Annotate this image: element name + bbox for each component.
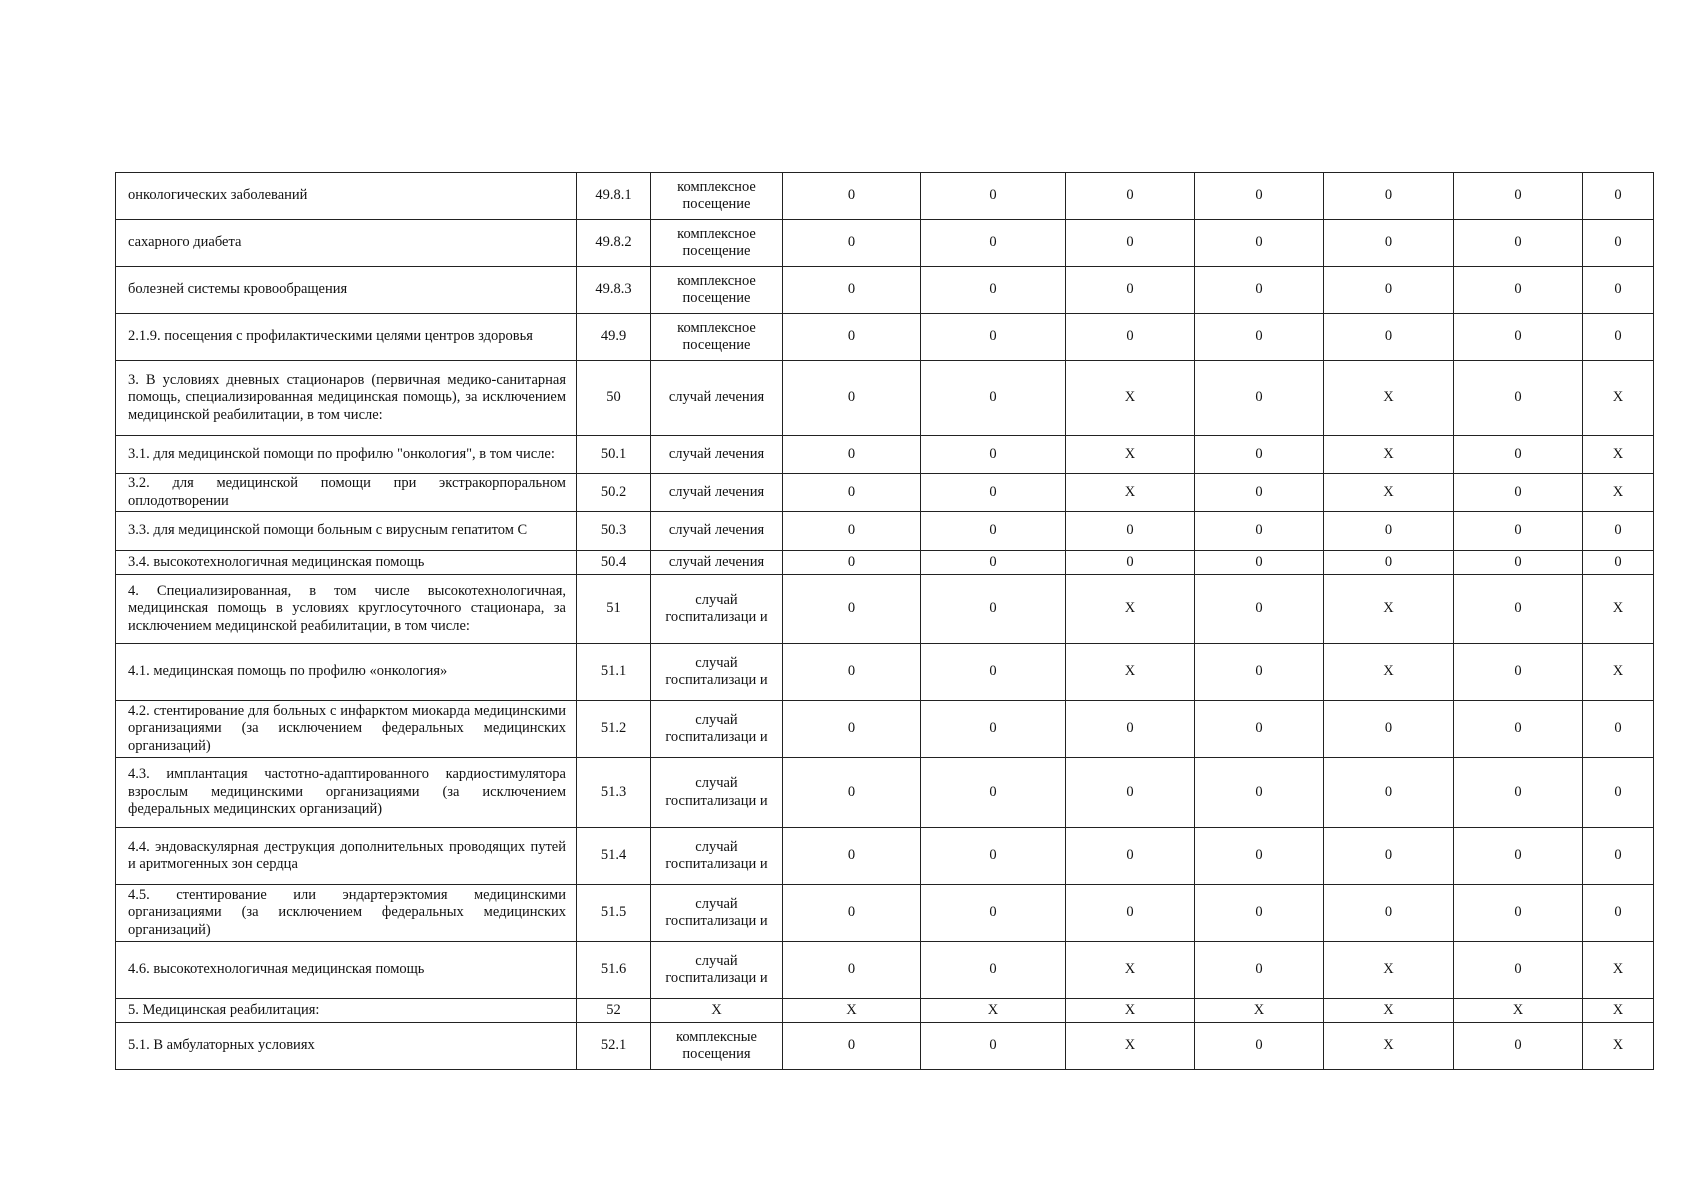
value-cell: 0 [1583,220,1654,267]
value-cell: X [1066,361,1195,436]
table-row [116,512,1654,551]
unit-of-measure: случай госпитализаци и [651,758,783,828]
value-cell: 0 [1583,758,1654,828]
unit-of-measure: случай лечения [651,512,783,551]
value-cell: 0 [921,644,1066,701]
unit-of-measure: комплексное посещение [651,220,783,267]
value-cell: 0 [1454,474,1583,512]
value-cell: 0 [783,885,921,942]
value-cell: 0 [783,575,921,644]
value-cell: 0 [1454,512,1583,551]
value-cell: 0 [1324,701,1454,758]
row-description: 4.2. стентирование для больных с инфарктом миокарда медицинскими организациями (за исключением федеральных медицинских организаций) [116,701,577,758]
value-cell: 0 [921,885,1066,942]
value-cell: 0 [1324,173,1454,220]
unit-of-measure: случай лечения [651,474,783,512]
value-cell: 0 [1195,267,1324,314]
value-cell: 0 [1195,575,1324,644]
value-cell: 0 [1583,551,1654,575]
value-cell: X [1324,474,1454,512]
value-cell: 0 [783,436,921,474]
value-cell: 0 [921,551,1066,575]
table-row [116,701,1654,758]
row-number: 49.8.2 [577,220,651,267]
value-cell: 0 [1454,828,1583,885]
value-cell: 0 [1583,173,1654,220]
value-cell: 0 [1066,701,1195,758]
unit-of-measure: случай госпитализаци и [651,644,783,701]
value-cell: 0 [921,267,1066,314]
unit-of-measure: комплексное посещение [651,267,783,314]
value-cell: 0 [1583,314,1654,361]
value-cell: 0 [1454,314,1583,361]
value-cell: 0 [1324,885,1454,942]
value-cell: 0 [1324,314,1454,361]
value-cell: 0 [1454,575,1583,644]
value-cell: X [1066,999,1195,1023]
value-cell: 0 [1195,885,1324,942]
value-cell: 0 [921,220,1066,267]
value-cell: 0 [1195,220,1324,267]
data-table [115,172,1654,1070]
unit-of-measure: комплексное посещение [651,173,783,220]
value-cell: 0 [1583,828,1654,885]
value-cell: 0 [783,220,921,267]
value-cell: X [1324,644,1454,701]
value-cell: 0 [921,828,1066,885]
value-cell: 0 [1066,314,1195,361]
value-cell: 0 [783,314,921,361]
value-cell: 0 [1454,436,1583,474]
value-cell: 0 [921,314,1066,361]
value-cell: 0 [921,436,1066,474]
value-cell: X [1583,575,1654,644]
row-number: 51.3 [577,758,651,828]
row-description: 3.3. для медицинской помощи больным с вирусным гепатитом С [116,512,577,551]
value-cell: X [1324,575,1454,644]
value-cell: 0 [783,551,921,575]
unit-of-measure: случай госпитализаци и [651,575,783,644]
table-row [116,361,1654,436]
row-number: 51.2 [577,701,651,758]
value-cell: 0 [1195,512,1324,551]
value-cell: X [1066,436,1195,474]
value-cell: X [783,999,921,1023]
row-description: 3.1. для медицинской помощи по профилю "онкология", в том числе: [116,436,577,474]
value-cell: 0 [1066,828,1195,885]
value-cell: 0 [1195,942,1324,999]
row-number: 52.1 [577,1023,651,1070]
value-cell: X [1066,474,1195,512]
row-number: 50.1 [577,436,651,474]
row-description: сахарного диабета [116,220,577,267]
table-row [116,474,1654,512]
row-number: 49.8.1 [577,173,651,220]
value-cell: X [1324,361,1454,436]
unit-of-measure: комплексные посещения [651,1023,783,1070]
value-cell: 0 [783,644,921,701]
table-row [116,828,1654,885]
value-cell: 0 [1066,885,1195,942]
row-description: 4. Специализированная, в том числе высокотехнологичная, медицинская помощь в условиях круглосуточного стационара, за исключением медицинской реабилитации, в том числе: [116,575,577,644]
value-cell: 0 [1195,644,1324,701]
value-cell: 0 [1454,1023,1583,1070]
value-cell: X [1583,942,1654,999]
value-cell: 0 [1324,267,1454,314]
value-cell: 0 [1454,644,1583,701]
value-cell: 0 [1454,885,1583,942]
table-row [116,644,1654,701]
value-cell: 0 [1066,551,1195,575]
value-cell: 0 [921,575,1066,644]
value-cell: 0 [921,758,1066,828]
value-cell: X [1583,999,1654,1023]
value-cell: X [1324,436,1454,474]
row-description: 3.4. высокотехнологичная медицинская помощь [116,551,577,575]
value-cell: 0 [921,701,1066,758]
table-row [116,267,1654,314]
value-cell: X [1583,474,1654,512]
table-row [116,758,1654,828]
value-cell: X [1066,644,1195,701]
row-description: онкологических заболеваний [116,173,577,220]
value-cell: 0 [783,474,921,512]
value-cell: 0 [1066,758,1195,828]
value-cell: 0 [921,942,1066,999]
value-cell: 0 [1324,512,1454,551]
row-number: 51.4 [577,828,651,885]
row-number: 52 [577,999,651,1023]
row-description: 4.3. имплантация частотно-адаптированного кардиостимулятора взрослым медицинскими организациями (за исключением федеральных медицинских организаций) [116,758,577,828]
value-cell: 0 [1454,701,1583,758]
table-row [116,942,1654,999]
row-description: 4.1. медицинская помощь по профилю «онкология» [116,644,577,701]
value-cell: 0 [1195,701,1324,758]
value-cell: 0 [1324,551,1454,575]
value-cell: 0 [1583,512,1654,551]
value-cell: 0 [921,1023,1066,1070]
value-cell: X [1324,1023,1454,1070]
table-row [116,314,1654,361]
row-number: 51.6 [577,942,651,999]
value-cell: 0 [1454,267,1583,314]
value-cell: 0 [1324,758,1454,828]
value-cell: 0 [1195,436,1324,474]
row-number: 51 [577,575,651,644]
value-cell: 0 [783,758,921,828]
row-number: 50.4 [577,551,651,575]
table-row [116,173,1654,220]
value-cell: 0 [921,474,1066,512]
row-description: 4.6. высокотехнологичная медицинская помощь [116,942,577,999]
unit-of-measure: случай лечения [651,361,783,436]
unit-of-measure: случай госпитализаци и [651,942,783,999]
row-description: 5.1. В амбулаторных условиях [116,1023,577,1070]
value-cell: 0 [783,267,921,314]
value-cell: 0 [783,701,921,758]
table-row [116,220,1654,267]
value-cell: 0 [921,361,1066,436]
unit-of-measure: X [651,999,783,1023]
value-cell: 0 [1324,828,1454,885]
table-row [116,575,1654,644]
value-cell: X [1066,942,1195,999]
value-cell: X [1454,999,1583,1023]
value-cell: 0 [1195,758,1324,828]
row-number: 50.3 [577,512,651,551]
value-cell: 0 [1066,512,1195,551]
row-number: 51.1 [577,644,651,701]
value-cell: 0 [1454,942,1583,999]
value-cell: 0 [783,361,921,436]
table-row [116,436,1654,474]
row-number: 51.5 [577,885,651,942]
value-cell: 0 [1195,361,1324,436]
value-cell: 0 [1195,314,1324,361]
value-cell: X [1583,1023,1654,1070]
value-cell: 0 [783,1023,921,1070]
value-cell: 0 [783,828,921,885]
unit-of-measure: случай госпитализаци и [651,885,783,942]
unit-of-measure: комплексное посещение [651,314,783,361]
value-cell: X [1066,575,1195,644]
value-cell: X [1324,999,1454,1023]
value-cell: 0 [1583,267,1654,314]
value-cell: 0 [1066,220,1195,267]
value-cell: 0 [1454,758,1583,828]
value-cell: 0 [1066,173,1195,220]
value-cell: 0 [783,173,921,220]
row-description: 3. В условиях дневных стационаров (первичная медико-санитарная помощь, специализированная медицинская помощь), за исключением медицинской реабилитации, в том числе: [116,361,577,436]
value-cell: X [921,999,1066,1023]
row-description: болезней системы кровообращения [116,267,577,314]
row-description: 4.4. эндоваскулярная деструкция дополнительных проводящих путей и аритмогенных зон сердца [116,828,577,885]
value-cell: X [1583,644,1654,701]
value-cell: 0 [783,512,921,551]
value-cell: 0 [1454,173,1583,220]
unit-of-measure: случай госпитализаци и [651,828,783,885]
value-cell: 0 [1195,474,1324,512]
row-number: 49.9 [577,314,651,361]
value-cell: X [1066,1023,1195,1070]
value-cell: 0 [1066,267,1195,314]
value-cell: X [1195,999,1324,1023]
unit-of-measure: случай госпитализаци и [651,701,783,758]
row-number: 50.2 [577,474,651,512]
value-cell: 0 [1195,173,1324,220]
unit-of-measure: случай лечения [651,436,783,474]
row-number: 50 [577,361,651,436]
value-cell: 0 [921,512,1066,551]
value-cell: 0 [921,173,1066,220]
table-row [116,999,1654,1023]
value-cell: X [1324,942,1454,999]
table-body [116,173,1654,1070]
value-cell: X [1583,436,1654,474]
row-description: 5. Медицинская реабилитация: [116,999,577,1023]
value-cell: 0 [1454,551,1583,575]
value-cell: 0 [1195,1023,1324,1070]
value-cell: 0 [1583,701,1654,758]
row-description: 4.5. стентирование или эндартерэктомия медицинскими организациями (за исключением федеральных медицинских организаций) [116,885,577,942]
value-cell: 0 [783,942,921,999]
unit-of-measure: случай лечения [651,551,783,575]
table-row [116,551,1654,575]
value-cell: 0 [1583,885,1654,942]
row-description: 2.1.9. посещения с профилактическими целями центров здоровья [116,314,577,361]
value-cell: 0 [1454,220,1583,267]
value-cell: 0 [1195,828,1324,885]
value-cell: 0 [1195,551,1324,575]
row-description: 3.2. для медицинской помощи при экстракорпоральном оплодотворении [116,474,577,512]
table-row [116,885,1654,942]
row-number: 49.8.3 [577,267,651,314]
value-cell: X [1583,361,1654,436]
table-row [116,1023,1654,1070]
value-cell: 0 [1324,220,1454,267]
value-cell: 0 [1454,361,1583,436]
